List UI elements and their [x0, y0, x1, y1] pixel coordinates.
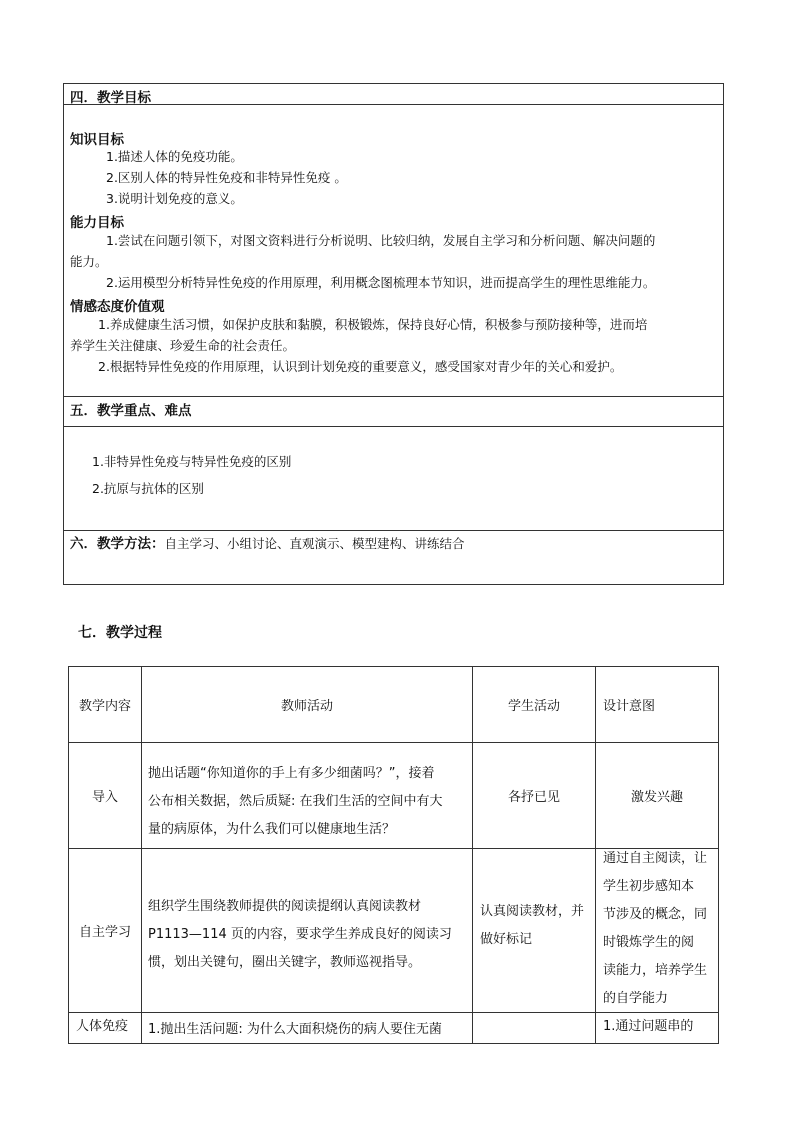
ability-item-1-cont: 能力。	[70, 254, 108, 269]
row-student	[480, 898, 594, 954]
student-line: 做好标记	[480, 932, 533, 947]
key-point-item: 1.非特异性免疫与特异性免疫的区别	[92, 454, 292, 469]
teaching-methods-row	[70, 532, 465, 554]
attitude-item-2: 2.根据特异性免疫的作用原理，认识到计划免疫的重要意义，感受国家对青少年的关心和爱护。	[98, 359, 623, 374]
knowledge-item: 3.说明计划免疫的意义。	[106, 191, 243, 206]
section-title-key-points: 五．教学重点、难点	[70, 403, 192, 419]
teacher-line: 惯，划出关键句，圈出关键字，教师巡视指导。	[148, 955, 422, 970]
row-intent	[603, 845, 717, 1013]
intent-line: 节涉及的概念，同	[603, 907, 708, 922]
intent-line: 时锻炼学生的阅	[603, 935, 695, 950]
intent-line: 通过自主阅读，让	[603, 851, 708, 866]
attitude-item-1-cont: 养学生关注健康、珍爱生命的社会责任。	[70, 338, 296, 353]
row-teacher: 1.抛出生活问题: 为什么大面积烧伤的病人要住无菌	[148, 1022, 442, 1037]
row-intent: 1.通过问题串的	[603, 1019, 694, 1034]
section-title-methods: 六．教学方法：	[70, 536, 165, 552]
teacher-line: 组织学生围绕教师提供的阅读提纲认真阅读教材	[148, 899, 422, 914]
divider	[63, 530, 724, 531]
row-content: 自主学习	[78, 925, 131, 940]
knowledge-item: 1.描述人体的免疫功能。	[106, 149, 243, 164]
methods-text: 自主学习、小组讨论、直观演示、模型建构、讲练结合	[164, 536, 465, 551]
row-content: 人体免疫	[76, 1019, 129, 1034]
divider	[63, 426, 724, 427]
ability-item-2: 2.运用模型分析特异性免疫的作用原理，利用概念图梳理本节知识，进而提高学生的理性思维能力。	[106, 275, 656, 290]
divider	[63, 104, 724, 105]
ability-heading: 能力目标	[70, 215, 124, 231]
header-intent: 设计意图	[603, 699, 656, 714]
knowledge-heading: 知识目标	[70, 132, 124, 148]
ability-item-1: 1.尝试在问题引领下，对图文资料进行分析说明、比较归纳，发展自主学习和分析问题、解决问题的	[106, 233, 656, 248]
teacher-line: 公布相关数据，然后质疑: 在我们生活的空间中有大	[148, 794, 443, 809]
header-teacher: 教师活动	[280, 699, 333, 714]
teacher-line: P1113—114 页的内容，要求学生养成良好的阅读习	[148, 927, 452, 942]
intent-line: 的自学能力	[603, 991, 669, 1006]
divider	[595, 666, 596, 1044]
attitude-item-1: 1.养成健康生活习惯，如保护皮肤和黏膜，积极锻炼，保持良好心情，积极参与预防接种等，进而培	[98, 317, 648, 332]
header-content: 教学内容	[78, 699, 131, 714]
header-student: 学生活动	[507, 699, 560, 714]
knowledge-item: 2.区别人体的特异性免疫和非特异性免疫 。	[106, 170, 347, 185]
intent-line: 学生初步感知本	[603, 879, 695, 894]
row-student: 各抒已见	[507, 790, 560, 805]
row-teacher	[148, 760, 470, 844]
divider	[63, 396, 724, 397]
student-line: 认真阅读教材，并	[480, 904, 585, 919]
attitude-heading: 情感态度价值观	[70, 299, 165, 315]
section-title-process: 七．教学过程	[78, 625, 162, 641]
row-teacher	[148, 893, 470, 977]
section-title-objectives: 四．教学目标	[70, 90, 151, 106]
row-intent: 激发兴趣	[630, 790, 683, 805]
teacher-line: 量的病原体，为什么我们可以健康地生活？	[148, 822, 396, 837]
row-content: 导入	[91, 790, 118, 805]
intent-line: 读能力，培养学生	[603, 963, 708, 978]
key-point-item: 2.抗原与抗体的区别	[92, 481, 204, 496]
teacher-line: 抛出话题“你知道你的手上有多少细菌吗？”，接着	[148, 766, 435, 781]
